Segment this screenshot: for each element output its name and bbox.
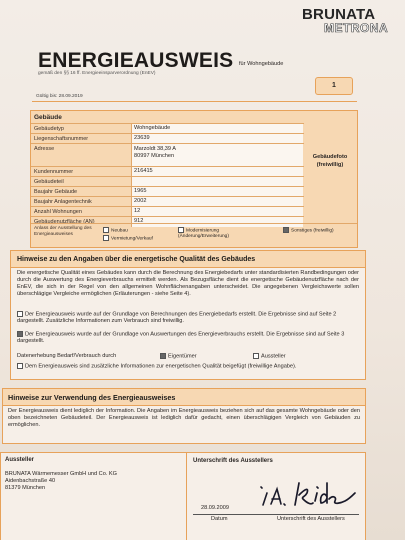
building-row-value: 2002 [131, 197, 303, 207]
reason-sonstiges-checkbox[interactable] [283, 227, 289, 233]
reason-neubau-checkbox[interactable] [103, 227, 109, 233]
signature-date-label: Datum [211, 516, 228, 522]
reason-modernisierung[interactable] [178, 227, 258, 240]
signature-line [193, 514, 359, 515]
reason-vermietung-label: Vermietung/Verkauf [111, 236, 153, 242]
signature-section [186, 452, 366, 540]
issuer-checkbox[interactable] [253, 353, 259, 359]
building-row-value: 1965 [131, 187, 303, 197]
title-divider [32, 101, 357, 102]
issuer-line-2: Aidenbachstraße 40 [5, 478, 56, 484]
building-photo-box [304, 124, 356, 222]
hints-option-demand[interactable] [17, 311, 359, 325]
building-row-label: Anzahl Wohnungen [34, 209, 82, 215]
brand-line2: METRONA [324, 21, 389, 35]
page-number-badge [315, 77, 353, 95]
building-row-label: Gebäudetyp [34, 126, 64, 132]
demand-checkbox[interactable] [17, 311, 23, 317]
building-heading: Gebäude [34, 114, 62, 121]
usage-heading: Hinweise zur Verwendung des Energieausweises [8, 393, 176, 402]
signature-heading: Unterschrift des Ausstellers [193, 458, 273, 464]
owner-option[interactable] [160, 353, 197, 360]
usage-body [3, 405, 365, 443]
building-section [30, 110, 358, 248]
signature-sign-label: Unterschrift des Ausstellers [277, 516, 345, 522]
building-row-value: 12 [131, 207, 303, 217]
hints-intro: Die energetische Qualität eines Gebäudes kann durch die Berechnung des Energiebedarfs unter standardisierten Randbedingungen oder durch die Auswertung des Energieverbrauchs ermittelt werden. Als Bezugsfläche dient die energetische Gebäudenutzfläche nach der EnEV, die sich in der Regel von den allgemeinen Wohnflächenangaben unterscheidet. Die angegebenen Vergleichswerte sollen überschlägige Vergleiche ermöglichen (Erläuterungen - siehe Seite 4). [17, 270, 359, 297]
building-row-label: Adresse [34, 146, 55, 152]
reason-modernisierung-checkbox[interactable] [178, 227, 184, 233]
hints-option-additional[interactable] [17, 363, 359, 370]
hints-heading: Hinweise zu den Angaben über die energetische Qualität des Gebäudes [17, 256, 256, 263]
owner-label: Eigentümer [168, 353, 197, 360]
data-collection-row [17, 353, 359, 360]
handwritten-signature [257, 475, 357, 515]
reason-sonstiges[interactable] [283, 227, 334, 234]
page-subtitle: für Wohngebäude [239, 61, 284, 67]
building-row-value: 23639 [131, 134, 303, 144]
usage-section [2, 388, 366, 444]
reason-row [31, 223, 357, 247]
hints-option-consumption[interactable] [17, 331, 359, 345]
reason-neubau[interactable] [103, 227, 128, 234]
legal-basis: gemäß den §§ 16 ff. Energieeinsparverordnung (EnEV) [38, 71, 156, 76]
demand-text: Der Energieausweis wurde auf der Grundlage von Berechnungen des Energiebedarfs erstellt. Die Ergebnisse sind auf Seite 2 dargestellt. Zusätzliche Informationen zum Verbrauch sind freiwillig. [17, 311, 337, 325]
consumption-checkbox[interactable] [17, 331, 23, 337]
building-row-label: Liegenschaftsnummer [34, 136, 89, 142]
valid-until: Gültig bis: 28.09.2019 [36, 94, 83, 99]
reason-vermietung[interactable] [103, 235, 153, 242]
consumption-text: Der Energieausweis wurde auf der Grundlage von Auswertungen des Energieverbrauchs erstellt. Die Ergebnisse sind auf Seite 3 dargestellt. [17, 331, 345, 345]
issuer-heading: Aussteller [5, 457, 35, 463]
building-photo-label: Gebäudefoto (freiwillig) [312, 154, 348, 168]
additional-checkbox[interactable] [17, 363, 23, 369]
signature-scribble [257, 475, 357, 515]
data-collection-label: Datenerhebung Bedarf/Verbrauch durch [17, 353, 117, 359]
usage-text: Der Energieausweis dient lediglich der Information. Die Angaben im Energieausweis beziehen sich auf das gesamte Wohngebäude oder den oben bezeichneten Gebäudeteil. Der Energieausweis ist lediglich dafür gedacht, einen überschlägigen Vergleich von Gebäuden zu ermöglichen. [8, 408, 360, 428]
page-number: 1 [332, 82, 336, 89]
building-row-value: Wohngebäude [131, 124, 303, 134]
building-row-label: Baujahr Anlagentechnik [34, 199, 92, 205]
owner-checkbox[interactable] [160, 353, 166, 359]
reason-modernisierung-label: Modernisierung (Änderung/Erweiterung) [178, 228, 229, 240]
reason-label: Anlass der Ausstellung des Energieausweises [34, 226, 92, 237]
building-row-label: Gebäudenutzfläche (AN) [34, 219, 95, 225]
issuer-section [0, 452, 188, 540]
building-row-label: Kundennummer [34, 169, 74, 175]
issuer-option-label: Aussteller [261, 353, 286, 360]
reason-sonstiges-label: Sonstiges (freiwillig) [291, 228, 334, 234]
building-row-value: Marzoldt 38,39 A 80997 München [131, 144, 303, 167]
building-row [31, 143, 304, 167]
brunata-metrona-logo [302, 8, 392, 35]
building-row-label: Gebäudeteil [34, 179, 64, 185]
building-row-label: Baujahr Gebäude [34, 189, 78, 195]
additional-text: Dem Energieausweis sind zusätzliche Informationen zur energetischen Qualität beigefügt (freiwillige Angabe). [25, 363, 297, 370]
issuer-line-1: BRUNATA Wärmemesser GmbH und Co. KG [5, 471, 118, 477]
issuer-line-3: 81379 München [5, 485, 46, 491]
hints-section [10, 250, 366, 380]
hints-body [11, 267, 365, 379]
page-title: ENERGIEAUSWEIS [38, 49, 234, 72]
brand-line1: BRUNATA [302, 6, 376, 23]
issuer-option[interactable] [253, 353, 286, 360]
reason-vermietung-checkbox[interactable] [103, 235, 109, 241]
building-row-value: 216415 [131, 167, 303, 177]
reason-neubau-label: Neubau [111, 228, 128, 234]
building-row-value: 912 [131, 217, 303, 227]
signature-date: 28.09.2009 [201, 505, 229, 511]
